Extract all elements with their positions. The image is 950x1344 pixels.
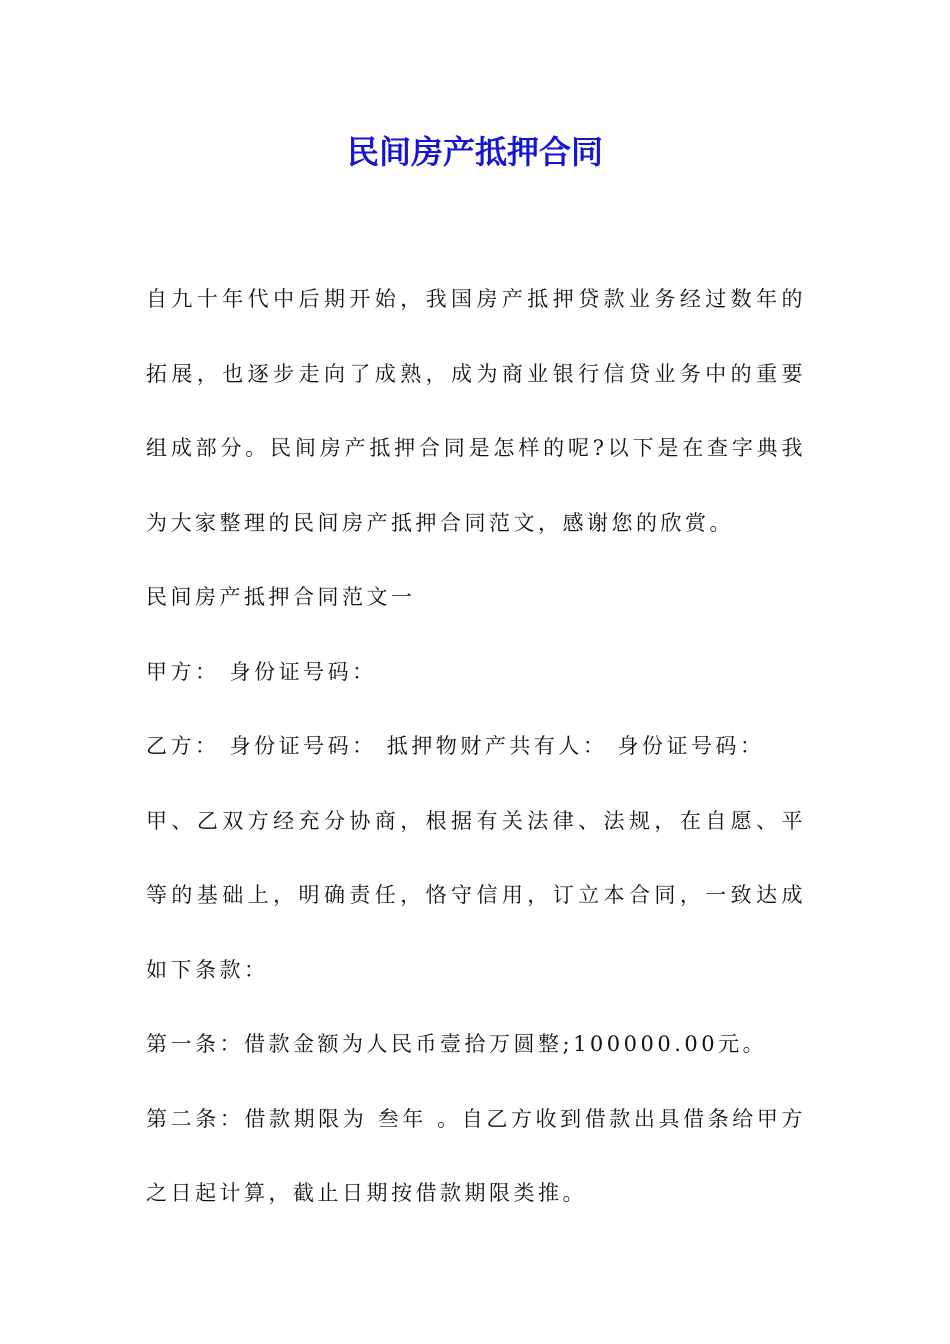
section-heading: 民间房产抵押合同范文一 <box>146 585 416 609</box>
agreement-paragraph: 甲、乙双方经充分协商，根据有关法律、法规，在自愿、平等的基础上，明确责任，恪守信用，订立本合同，一致达成如下条款： <box>146 808 806 982</box>
article-one: 第一条：借款金额为人民币壹拾万圆整;100000.00元。 <box>146 1032 768 1056</box>
document-title: 民间房产抵押合同 <box>346 133 603 171</box>
intro-paragraph: 自九十年代中后期开始，我国房产抵押贷款业务经过数年的拓展，也逐步走向了成熟，成为商业银行信贷业务中的重要组成部分。民间房产抵押合同是怎样的呢?以下是在查字典我为大家整理的民间房产抵押合同范文，感谢您的欣赏。 <box>146 287 806 535</box>
article-two: 第二条：借款期限为 叁年 。自乙方收到借款出具借条给甲方之日起计算，截止日期按借款期限类推。 <box>146 1106 806 1205</box>
document-body <box>146 262 806 1231</box>
party-a-line: 甲方： 身份证号码： <box>146 659 377 684</box>
party-b-line: 乙方： 身份证号码： 抵押物财产共有人： 身份证号码： <box>146 734 765 758</box>
